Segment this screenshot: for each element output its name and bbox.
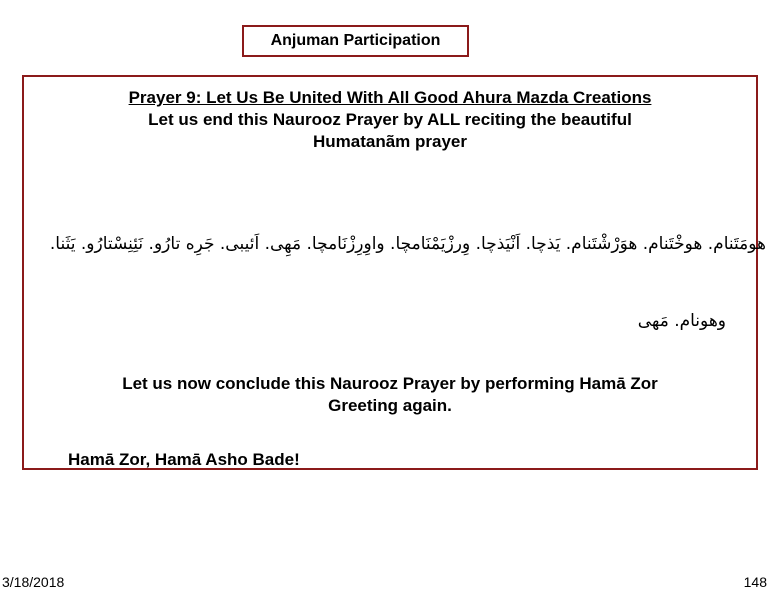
conclude-text xyxy=(24,373,756,417)
prayer-heading xyxy=(24,87,756,153)
greeting-text: Hamā Zor, Hamā Asho Bade! xyxy=(68,450,300,469)
prayer-line-3: Humatanãm prayer xyxy=(312,132,467,151)
content-panel xyxy=(22,75,766,470)
header-title-box xyxy=(242,25,469,57)
prayer-line-2: Let us end this Naurooz Prayer by ALL reciting the beautiful xyxy=(148,110,632,129)
header-title: Anjuman Participation xyxy=(270,32,441,49)
conclude-line-2: Greeting again. xyxy=(328,396,452,415)
footer-date: 3/18/2018 xyxy=(2,574,65,590)
avestan-script-line-2: وهونام. مَهی xyxy=(637,311,726,331)
footer-page-number: 148 xyxy=(743,574,767,590)
prayer-title: Prayer 9: Let Us Be United With All Good Ahura Mazda Creations xyxy=(128,88,652,107)
avestan-script-line-1: هومَتَنام. هوخْتَنام. هوَرْشْتَنام. یَذچا. اَنْیَذچا. وِرزْیَمْنَامچا. واوِرِزْنَامچا. مَهِی. اَئیبی. جَرِه تارُو. نَئِنِسْتارُو. یَثَنا. xyxy=(49,234,766,254)
conclude-line-1: Let us now conclude this Naurooz Prayer by performing Hamā Zor xyxy=(122,374,658,393)
